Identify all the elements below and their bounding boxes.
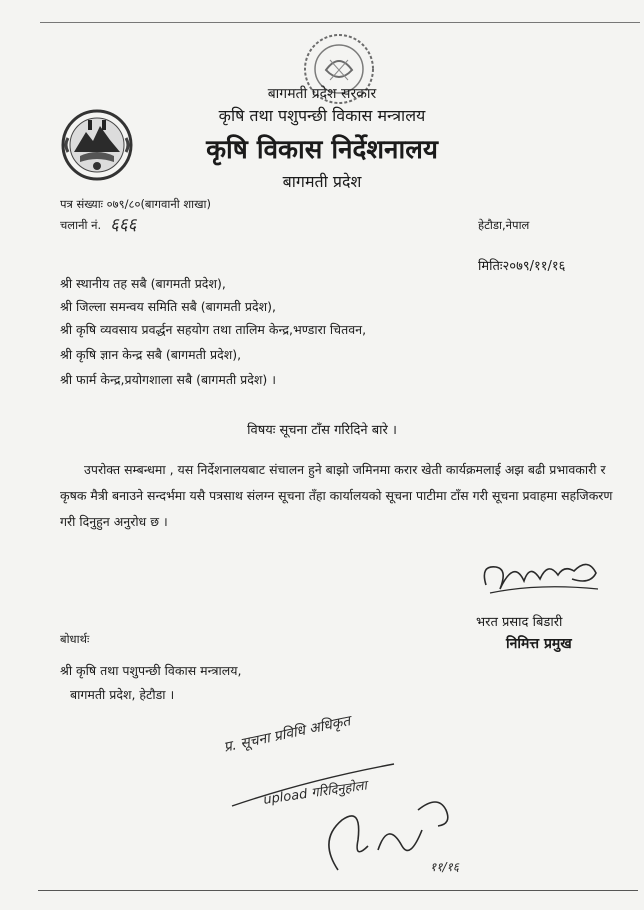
- bottom-rule: [38, 890, 638, 891]
- signatory-title: निमित्त प्रमुख: [506, 636, 572, 652]
- recipient-line: श्री कृषि व्यवसाय प्रवर्द्धन सहयोग तथा तालिम केन्द्र,भण्डारा चितवन,: [60, 322, 367, 337]
- recipient-line: श्री फार्म केन्द्र,प्रयोगशाला सबै (बागमती प्रदेश) ।: [60, 372, 277, 387]
- handwritten-note: upload गरिदिनुहोला: [262, 778, 368, 808]
- dispatch-number: ६६६: [110, 215, 137, 235]
- cc-recipient-line: बागमती प्रदेश, हेटौडा ।: [70, 687, 175, 702]
- letter-subject: विषयः सूचना टाँस गरिदिने बारे ।: [247, 423, 397, 438]
- top-rule: [40, 22, 640, 23]
- recipient-line: श्री कृषि ज्ञान केन्द्र सबै (बागमती प्रदेश),: [60, 347, 242, 362]
- cc-label: बोधार्थः: [60, 632, 90, 646]
- handwritten-date: ११/१६: [430, 860, 460, 874]
- cc-recipient-line: श्री कृषि तथा पशुपन्छी विकास मन्त्रालय,: [60, 663, 242, 678]
- signature-icon: [478, 545, 608, 605]
- signatory-name: भरत प्रसाद बिडारी: [476, 615, 563, 630]
- header-government: बागमती प्रदेश सरकार: [267, 86, 377, 102]
- office-location: हेटौडा,नेपाल: [478, 218, 530, 232]
- handwritten-note: प्र. सूचना प्रविधि अधिकृत: [222, 713, 352, 756]
- recipient-line: श्री जिल्ला समन्वय समिति सबै (बागमती प्रदेश),: [60, 299, 276, 314]
- header-directorate: कृषि विकास निर्देशनालय: [206, 135, 438, 165]
- letter-body: उपरोक्त सम्बन्धमा , यस निर्देशनालयबाट संचालन हुने बाझो जमिनमा करार खेती कार्यक्रमलाई अझ बढी प्रभावकारी र कृषक मैत्री बनाउने सन्दर्भमा यसै पत्रसाथ संलग्न सूचना तँहा कार्यालयको सूचना पाटीमा टाँस गरी सूचना प्रवाहमा सहजिकरण गरी दिनुहुन अनुरोध छ ।: [60, 462, 613, 529]
- letter-date: मितिः२०७९/११/१६: [478, 259, 566, 274]
- header-province: बागमती प्रदेश: [282, 172, 362, 191]
- dispatch-number-label: चलानी नं.: [60, 218, 102, 232]
- header-ministry: कृषि तथा पशुपन्छी विकास मन्त्रालय: [218, 106, 426, 125]
- recipient-line: श्री स्थानीय तह सबै (बागमती प्रदेश),: [60, 276, 226, 291]
- letter-reference-number: पत्र संख्याः ०७९/८०(बागवानी शाखा): [60, 197, 212, 211]
